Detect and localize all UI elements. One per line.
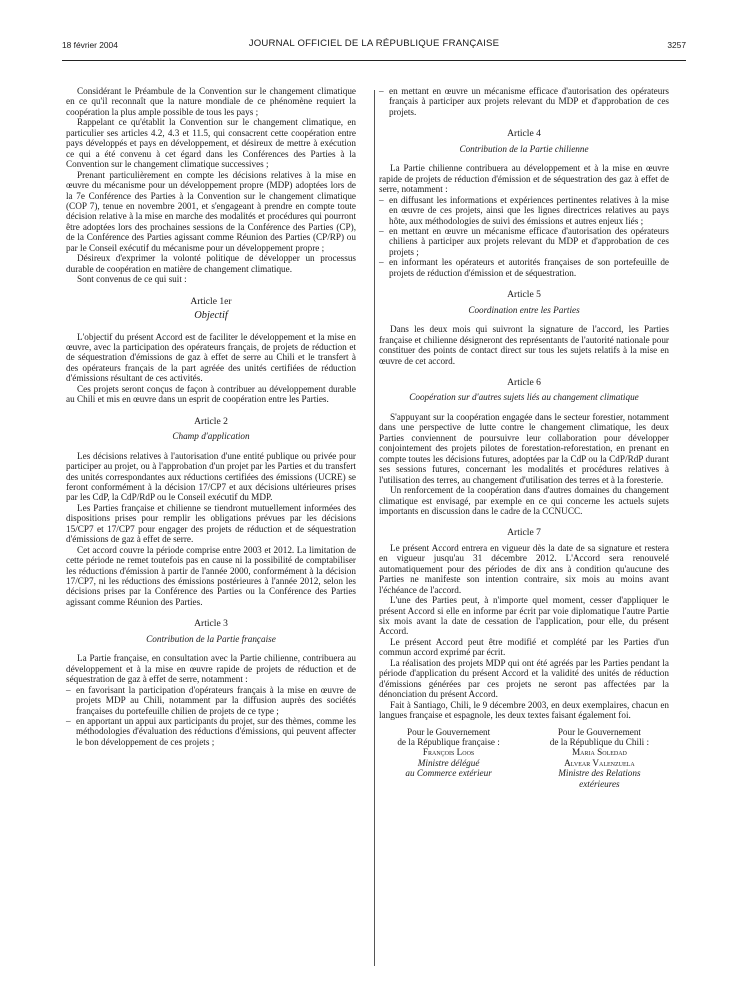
preamble-paragraph: Considérant le Préambule de la Convention sur le changement climatique en ce qu'il reconnaît que la nature mondiale de ce phénomène requiert la coopération la plus ample possible de tous les pays ; — [66, 86, 356, 117]
signature-line: de la République française : — [397, 737, 500, 748]
signatory-name: François Loos — [422, 747, 475, 758]
article-paragraph: S'appuyant sur la coopération engagée dans le secteur forestier, notamment dans une perspective de lutte contre le changement climatique, les deux Parties conviennent de poursuivre leur collaboration pour développer conjointement des projets pilotes de forestation-reforestation, en prenant en compte toutes les décisions futures, adoptées par la CdP ou la CdP/RdP durant ses sessions futures, concernant les modalités et procédures relatives à l'utilisation des terres, au changement d'utilisation des terres et à la foresterie. — [379, 411, 669, 485]
article-paragraph: Le présent Accord entrera en vigueur dès la date de sa signature et restera en vigueur jusqu'au 31 décembre 2012. L'Accord sera renouvelé automatiquement pour des périodes de dix ans à condition qu'aucune des Parties ne manifeste son intention contraire, six mois au moins avant l'échéance de l'accord. — [379, 542, 669, 595]
signature-block — [379, 727, 669, 790]
article-paragraph: La réalisation des projets MDP qui ont été agréés par les Parties pendant la période d'application du présent Accord et la validité des unités de réduction d'émissions générées par ces projets ne seront pas affectées par la dénonciation du présent Accord. — [379, 657, 669, 700]
article-paragraph: Les décisions relatives à l'autorisation d'une entité publique ou privée pour participer au projet, ou à l'approbation d'un projet par les Parties et du transfert des unités correspondantes aux réductions certifiées des émissions (UCRE) se feront conformément à la décision 17/CP7 et aux décisions ultérieures prises par les CdP, la CdP/RdP ou le Conseil exécutif du MDP. — [66, 450, 356, 503]
signature-line: Pour le Gouvernement — [557, 726, 641, 737]
article-1-title: Article 1er — [190, 295, 232, 307]
article-3-title: Article 3 — [194, 618, 228, 630]
signatory-role: Ministre des Relations — [558, 768, 641, 779]
article-5-subtitle: Coordination entre les Parties — [468, 304, 580, 315]
article-5-title: Article 5 — [507, 289, 541, 301]
list-item: – en mettant en œuvre un mécanisme efficace d'autorisation des opérateurs français à participer aux projets relevant du MDP et d'approbation de ces projets. — [379, 86, 669, 117]
page-number: 3257 — [667, 40, 686, 50]
article-1-subtitle: Objectif — [194, 310, 228, 322]
article-paragraph: L'objectif du présent Accord est de faciliter le développement et la mise en œuvre, avec la participation des opérateurs français, de projets de réduction et de séquestration d'émissions de gaz à effet de serre au Chili et le transfert à des opérateurs français de la part agréée des unités certifiées de réduction d'émissions résultant de ces activités. — [66, 331, 356, 384]
article-4-list — [379, 195, 669, 279]
article-4-title: Article 4 — [507, 128, 541, 140]
article-paragraph: Les Parties française et chilienne se tiendront mutuellement informées des dispositions prises pour remplir les obligations prévues par les décisions 15/CP7 et 17/CP7 pour engager des projets de réduction et de séquestration d'émissions de gaz à effet de serre. — [66, 502, 356, 545]
header-date: 18 février 2004 — [62, 40, 118, 50]
article-6-title: Article 6 — [507, 376, 541, 388]
done-at-paragraph: Fait à Santiago, Chili, le 9 décembre 2003, en deux exemplaires, chacun en langues française et espagnole, les deux textes faisant également foi. — [379, 699, 669, 721]
article-4-subtitle: Contribution de la Partie chilienne — [459, 143, 589, 154]
article-paragraph: Cet accord couvre la période comprise entre 2003 et 2012. La limitation de cette période ne remet toutefois pas en cause ni la possibilité de comptabiliser les réductions d'émission à partir de l'année 2000, conformément à la décision 17/CP7, ni les réductions des émissions postérieures à l'année 2012, selon les décisions prises par la Conférence des Parties ou la Conférence des Parties agissant comme Réunion des Parties. — [66, 544, 356, 607]
list-item: – en diffusant les informations et expériences pertinentes relatives à la mise en œuvre de ces projets, ainsi que les lignes directrices relatives au pays hôte, aux méthodologies de suivi des émissions et autres enjeux liés ; — [379, 195, 669, 226]
signatory-role: extérieures — [579, 778, 620, 789]
article-7-title: Article 7 — [507, 527, 541, 539]
preamble-paragraph: Désireux d'exprimer la volonté politique de développer un processus durable de coopération en matière de changement climatique. — [66, 253, 356, 274]
preamble-closing: Sont convenus de ce qui suit : — [77, 274, 187, 285]
list-item: – en mettant en œuvre un mécanisme efficace d'autorisation des opérateurs chiliens à participer aux projets relevant du MDP et d'approbation de ces projets ; — [379, 226, 669, 257]
article-6-subtitle: Coopération sur d'autres sujets liés au changement climatique — [409, 392, 639, 403]
right-column — [379, 86, 669, 789]
article-2-title: Article 2 — [194, 415, 228, 427]
article-3-list — [66, 685, 356, 748]
list-item: – en favorisant la participation d'opérateurs français à la mise en œuvre de projets MDP au Chili, notamment par la diffusion auprès des sociétés françaises du portefeuille chilien de projets de ce type ; — [66, 685, 356, 716]
article-paragraph: Le présent Accord peut être modifié et complété par les Parties d'un commun accord exprimé par écrit. — [379, 636, 669, 658]
article-paragraph: Dans les deux mois qui suivront la signature de l'accord, les Parties française et chilienne désigneront des représentants de l'autorité nationale pour constituer des points de contact direct sur tous les sujets relatifs à la mise en œuvre de cet accord. — [379, 324, 669, 366]
signatory-name: Alvear Valenzuela — [564, 757, 635, 768]
signature-line: Pour le Gouvernement — [407, 726, 491, 737]
column-separator — [374, 90, 375, 966]
signatory-name: Maria Soledad — [571, 747, 627, 758]
journal-title: JOURNAL OFFICIEL DE LA RÉPUBLIQUE FRANÇAISE — [248, 38, 500, 49]
article-paragraph: Ces projets seront conçus de façon à contribuer au développement durable au Chili et mis en œuvre dans un esprit de coopération entre les Parties. — [66, 383, 356, 405]
article-3-list-continued — [379, 86, 669, 117]
page-header — [62, 36, 686, 52]
article-2-subtitle: Champ d'application — [172, 431, 250, 442]
signatory-role: au Commerce extérieur — [405, 768, 492, 779]
preamble-paragraph: Prenant particulièrement en compte les décisions relatives à la mise en œuvre du mécanisme pour un développement propre (MDP) adoptées lors de la 7e Conférence des Parties à la Convention sur le changement climatique (COP 7), tenue en novembre 2001, et s'engageant à prendre en compte toute décision relative à la mise en marche des modalités et procédures qui pourront être adoptées lors des prochaines sessions de la Conférence des Parties (CP), de la Conférence des Parties agissant comme Réunion des Parties (CP/RP) ou par le Conseil exécutif du mécanisme pour un développement propre ; — [66, 169, 356, 253]
preamble-paragraph: Rappelant ce qu'établit la Convention sur le changement climatique, en particulier ses articles 4.2, 4.3 et 11.5, qui consacrent cette coopération entre pays développés et pays en développement, et désireux de mettre à exécution ce qui a été convenu à cet égard dans les Conférences des Parties à la Convention sur le changement climatique successives ; — [66, 117, 356, 170]
list-item: – en informant les opérateurs et autorités françaises de son portefeuille de projets de réduction d'émission et de séquestration. — [379, 257, 669, 278]
signature-chile — [530, 727, 669, 790]
signature-france — [379, 727, 518, 790]
list-item: – en apportant un appui aux participants du projet, sur des thèmes, comme les méthodologies d'évaluation des réductions d'émissions, qui peuvent affecter le bon développement de ces projets ; — [66, 716, 356, 747]
article-paragraph: Un renforcement de la coopération dans d'autres domaines du changement climatique est envisagé, par exemple en ce qui concerne les actuels sujets importants en discussion dans le cadre de la CCNUCC. — [379, 485, 669, 516]
signature-line: de la République du Chili : — [549, 737, 650, 748]
article-paragraph: La Partie française, en consultation avec la Partie chilienne, contribuera au développement et à la mise en œuvre rapide de projets de réduction et de séquestration de gaz à effet de serre, notamment : — [66, 653, 356, 685]
signatory-role: Ministre délégué — [417, 757, 480, 768]
article-3-subtitle: Contribution de la Partie française — [146, 633, 276, 644]
article-paragraph: L'une des Parties peut, à n'importe quel moment, cesser d'appliquer le présent Accord si elle en informe par écrit par voie diplomatique l'autre Partie six mois avant la date de cessation de l'application, pour elle, du présent Accord. — [379, 595, 669, 637]
article-paragraph: La Partie chilienne contribuera au développement et à la mise en œuvre rapide de projets de réduction d'émission et de séquestration des gaz à effet de serre, notamment : — [379, 163, 669, 195]
left-column — [66, 86, 356, 747]
header-rule — [62, 60, 686, 61]
